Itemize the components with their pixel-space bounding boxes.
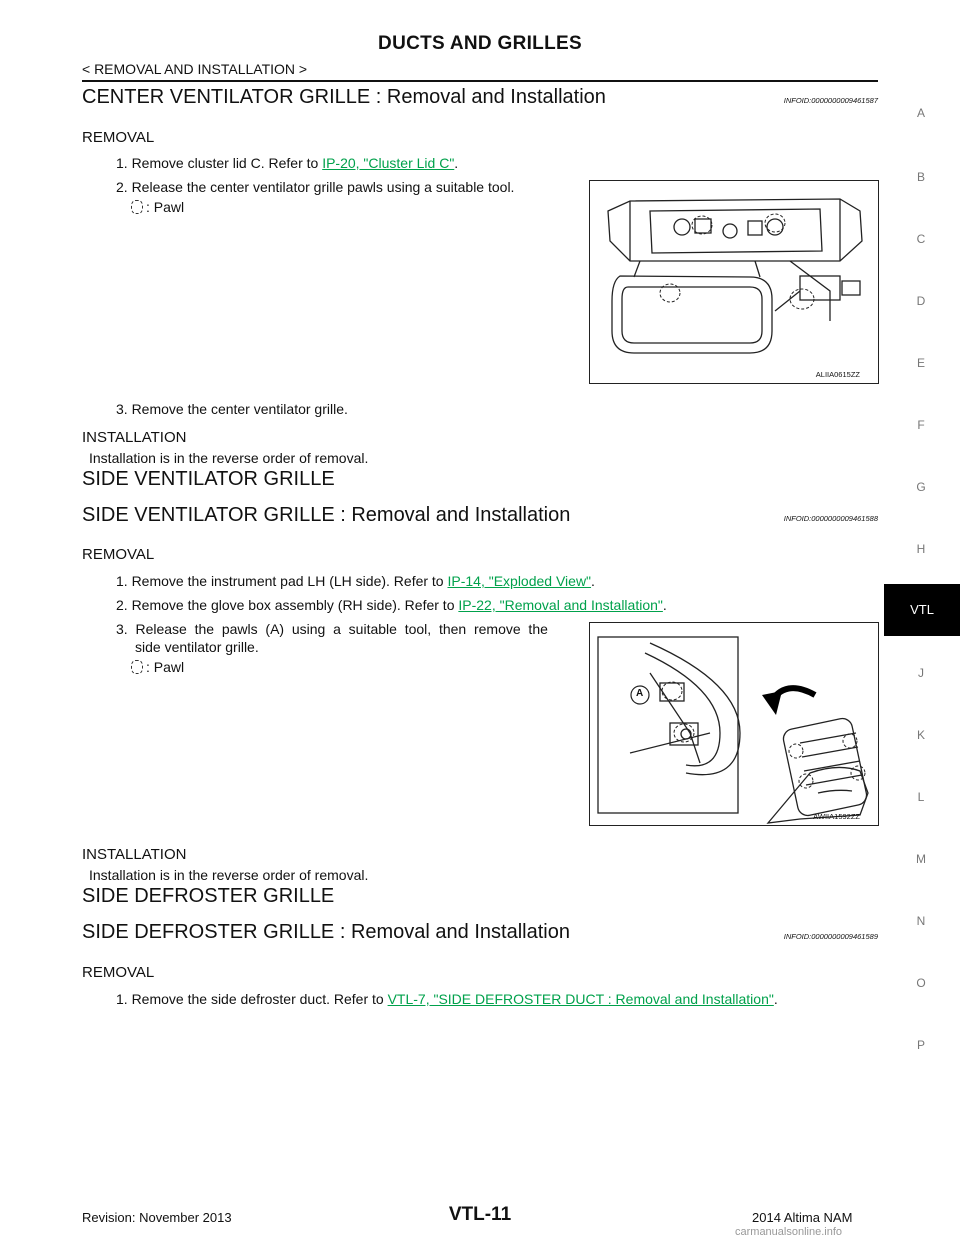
section1-heading: CENTER VENTILATOR GRILLE : Removal and Installation	[82, 86, 606, 108]
section3-heading: SIDE DEFROSTER GRILLE : Removal and Installation	[82, 921, 570, 943]
section1-step1: 1. Remove cluster lid C. Refer to IP-20, "Cluster Lid C".	[116, 155, 459, 171]
section2-title: SIDE VENTILATOR GRILLE	[82, 468, 335, 490]
sidebar-letter-l[interactable]: L	[917, 790, 925, 804]
section2-step3-line1: 3. Release the pawls (A) using a suitable tool, then remove the	[116, 621, 548, 637]
footer-model: 2014 Altima NAM	[752, 1210, 853, 1225]
section3-step1: 1. Remove the side defroster duct. Refer to VTL-7, "SIDE DEFROSTER DUCT : Removal and Installation".	[116, 991, 778, 1007]
footer-watermark: carmanualsonline.info	[735, 1226, 843, 1238]
sidebar-letter-c[interactable]: C	[916, 232, 926, 246]
section2-installation-label: INSTALLATION	[82, 846, 187, 863]
section2-installation-text: Installation is in the reverse order of removal.	[89, 867, 369, 883]
section2-step1: 1. Remove the instrument pad LH (LH side). Refer to IP-14, "Exploded View".	[116, 573, 595, 589]
side-grille-illustration	[590, 623, 878, 825]
pawl-symbol-icon	[131, 200, 143, 214]
section2-pawl-legend: : Pawl	[131, 659, 184, 675]
sidebar-letter-j[interactable]: J	[918, 666, 924, 680]
sidebar-letter-g[interactable]: G	[916, 480, 926, 494]
section1-infoid: INFOID:0000000009461587	[783, 96, 878, 105]
sidebar-letter-p[interactable]: P	[916, 1038, 925, 1052]
center-grille-illustration	[590, 181, 878, 383]
figure-center-ventilator-grille	[589, 180, 879, 384]
footer-revision: Revision: November 2013	[82, 1210, 232, 1225]
figure1-label: ALIIA0615ZZ	[815, 370, 860, 379]
link-ip-14[interactable]: IP-14, "Exploded View"	[447, 573, 592, 589]
section2-infoid: INFOID:0000000009461588	[783, 514, 878, 523]
section3-removal-label: REMOVAL	[82, 964, 155, 981]
section1-installation-label: INSTALLATION	[82, 429, 187, 446]
pawl-symbol-icon	[131, 660, 143, 674]
section2-step2: 2. Remove the glove box assembly (RH side). Refer to IP-22, "Removal and Installation".	[116, 597, 667, 613]
section1-removal-label: REMOVAL	[82, 129, 155, 146]
figure2-callout-a: A	[636, 688, 644, 699]
sidebar-letter-a[interactable]: A	[916, 106, 925, 120]
figure2-label: AWIIA1592ZZ	[813, 812, 860, 821]
link-ip-22[interactable]: IP-22, "Removal and Installation"	[458, 597, 663, 613]
sidebar-letter-b[interactable]: B	[916, 170, 925, 184]
sidebar-letter-k[interactable]: K	[916, 728, 925, 742]
section3-title: SIDE DEFROSTER GRILLE	[82, 885, 335, 907]
link-ip-20[interactable]: IP-20, "Cluster Lid C"	[322, 155, 455, 171]
section1-step3: 3. Remove the center ventilator grille.	[116, 401, 348, 417]
page-title: DUCTS AND GRILLES	[378, 33, 582, 54]
sidebar-letter-d[interactable]: D	[916, 294, 926, 308]
sidebar-active-tab[interactable]: VTL	[884, 584, 960, 636]
header-rule	[82, 80, 878, 82]
section1-pawl-legend: : Pawl	[131, 199, 184, 215]
link-vtl-7[interactable]: VTL-7, "SIDE DEFROSTER DUCT : Removal and Installation"	[387, 991, 774, 1007]
sidebar-letter-m[interactable]: M	[916, 852, 926, 866]
sidebar-letter-e[interactable]: E	[916, 356, 925, 370]
sidebar-letter-h[interactable]: H	[916, 542, 926, 556]
section1-installation-text: Installation is in the reverse order of removal.	[89, 450, 369, 466]
section1-step2: 2. Release the center ventilator grille pawls using a suitable tool.	[116, 179, 515, 195]
breadcrumb: < REMOVAL AND INSTALLATION >	[82, 61, 308, 77]
footer-page-number: VTL-11	[448, 1204, 512, 1225]
sidebar-letter-n[interactable]: N	[916, 914, 926, 928]
section2-heading: SIDE VENTILATOR GRILLE : Removal and Installation	[82, 504, 571, 526]
sidebar-letter-o[interactable]: O	[916, 976, 926, 990]
section2-removal-label: REMOVAL	[82, 546, 155, 563]
section3-infoid: INFOID:0000000009461589	[783, 932, 878, 941]
figure-side-ventilator-grille	[589, 622, 879, 826]
sidebar-letter-f[interactable]: F	[917, 418, 925, 432]
section2-step3-line2: side ventilator grille.	[135, 639, 259, 655]
